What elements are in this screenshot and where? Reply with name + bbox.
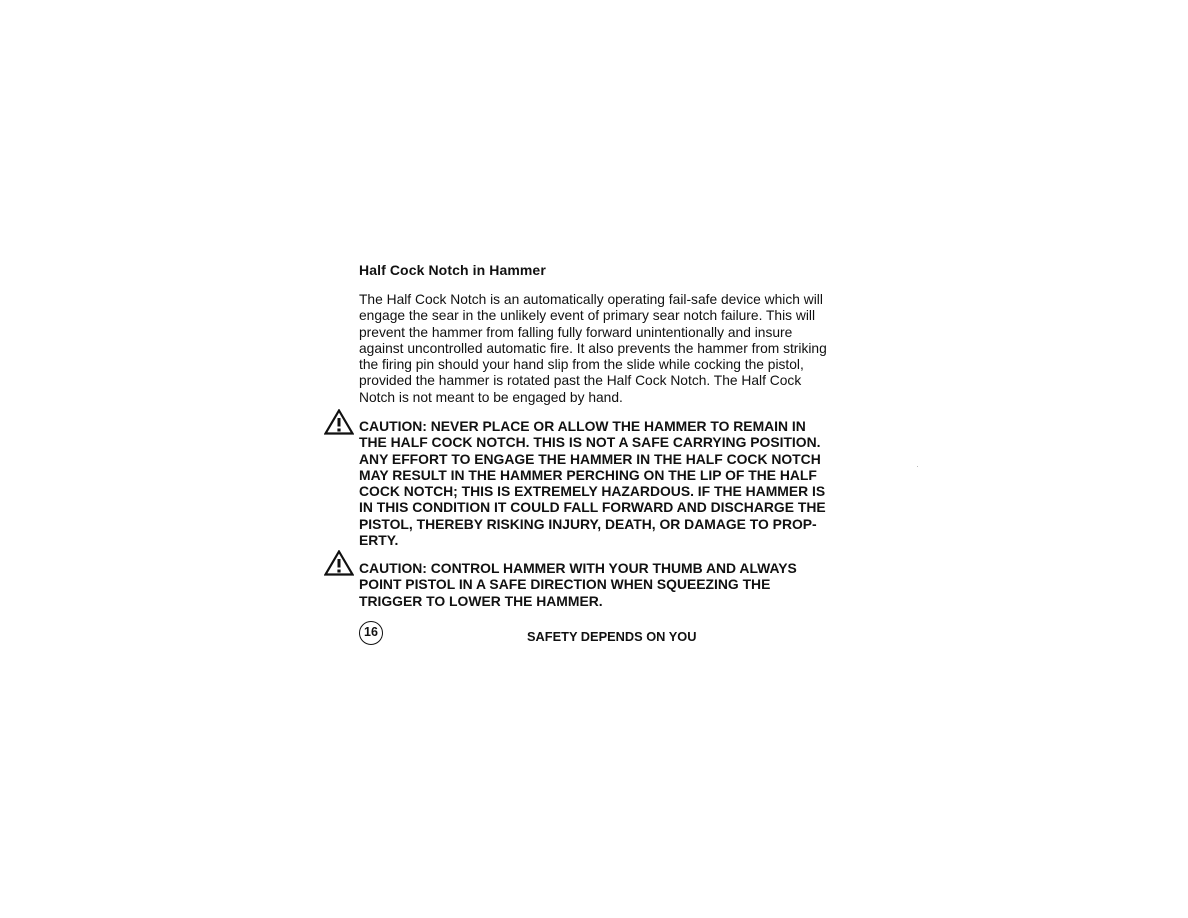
caution-line: CAUTION: CONTROL HAMMER WITH YOUR THUMB AND ALWAYS — [359, 560, 797, 576]
caution-block-half-cock — [359, 418, 879, 548]
caution-line: MAY RESULT IN THE HAMMER PERCHING ON THE LIP OF THE HALF — [359, 466, 817, 483]
body-line: prevent the hammer from falling fully forward unintentionally and insure — [359, 324, 793, 340]
body-line: against uncontrolled automatic fire. It also prevents the hammer from striking — [359, 340, 827, 356]
body-paragraph — [359, 292, 879, 406]
body-line: Notch is not meant to be engaged by hand. — [359, 389, 623, 405]
warning-triangle-icon — [324, 550, 354, 576]
body-line: provided the hammer is rotated past the Half Cock Notch. The Half Cock — [359, 373, 802, 389]
caution-line: THE HALF COCK NOTCH. THIS IS NOT A SAFE CARRYING POSITION. — [359, 434, 821, 451]
caution-line: TRIGGER TO LOWER THE HAMMER. — [359, 592, 603, 609]
caution-line: CAUTION: NEVER PLACE OR ALLOW THE HAMMER TO REMAIN IN — [359, 418, 806, 434]
caution-block-control-hammer — [359, 560, 879, 609]
caution-line: PISTOL, THEREBY RISKING INJURY, DEATH, OR DAMAGE TO PROP- — [359, 515, 817, 532]
footer-slogan: SAFETY DEPENDS ON YOU — [527, 629, 697, 644]
scan-speck — [917, 466, 918, 467]
caution-line: IN THIS CONDITION IT COULD FALL FORWARD AND DISCHARGE THE — [359, 499, 826, 516]
body-line: The Half Cock Notch is an automatically operating fail-safe device which will — [359, 292, 823, 307]
caution-line: POINT PISTOL IN A SAFE DIRECTION WHEN SQUEEZING THE — [359, 576, 771, 593]
caution-line: COCK NOTCH; THIS IS EXTREMELY HAZARDOUS. IF THE HAMMER IS — [359, 483, 826, 500]
caution-line: ERTY. — [359, 532, 399, 549]
body-line: engage the sear in the unlikely event of primary sear notch failure. This will — [359, 308, 816, 324]
body-line: the firing pin should your hand slip from the slide while cocking the pistol, — [359, 357, 804, 373]
section-heading: Half Cock Notch in Hammer — [359, 262, 546, 278]
caution-line: ANY EFFORT TO ENGAGE THE HAMMER IN THE HALF COCK NOTCH — [359, 450, 821, 467]
page-number: 16 — [359, 621, 383, 645]
warning-triangle-icon — [324, 409, 354, 435]
